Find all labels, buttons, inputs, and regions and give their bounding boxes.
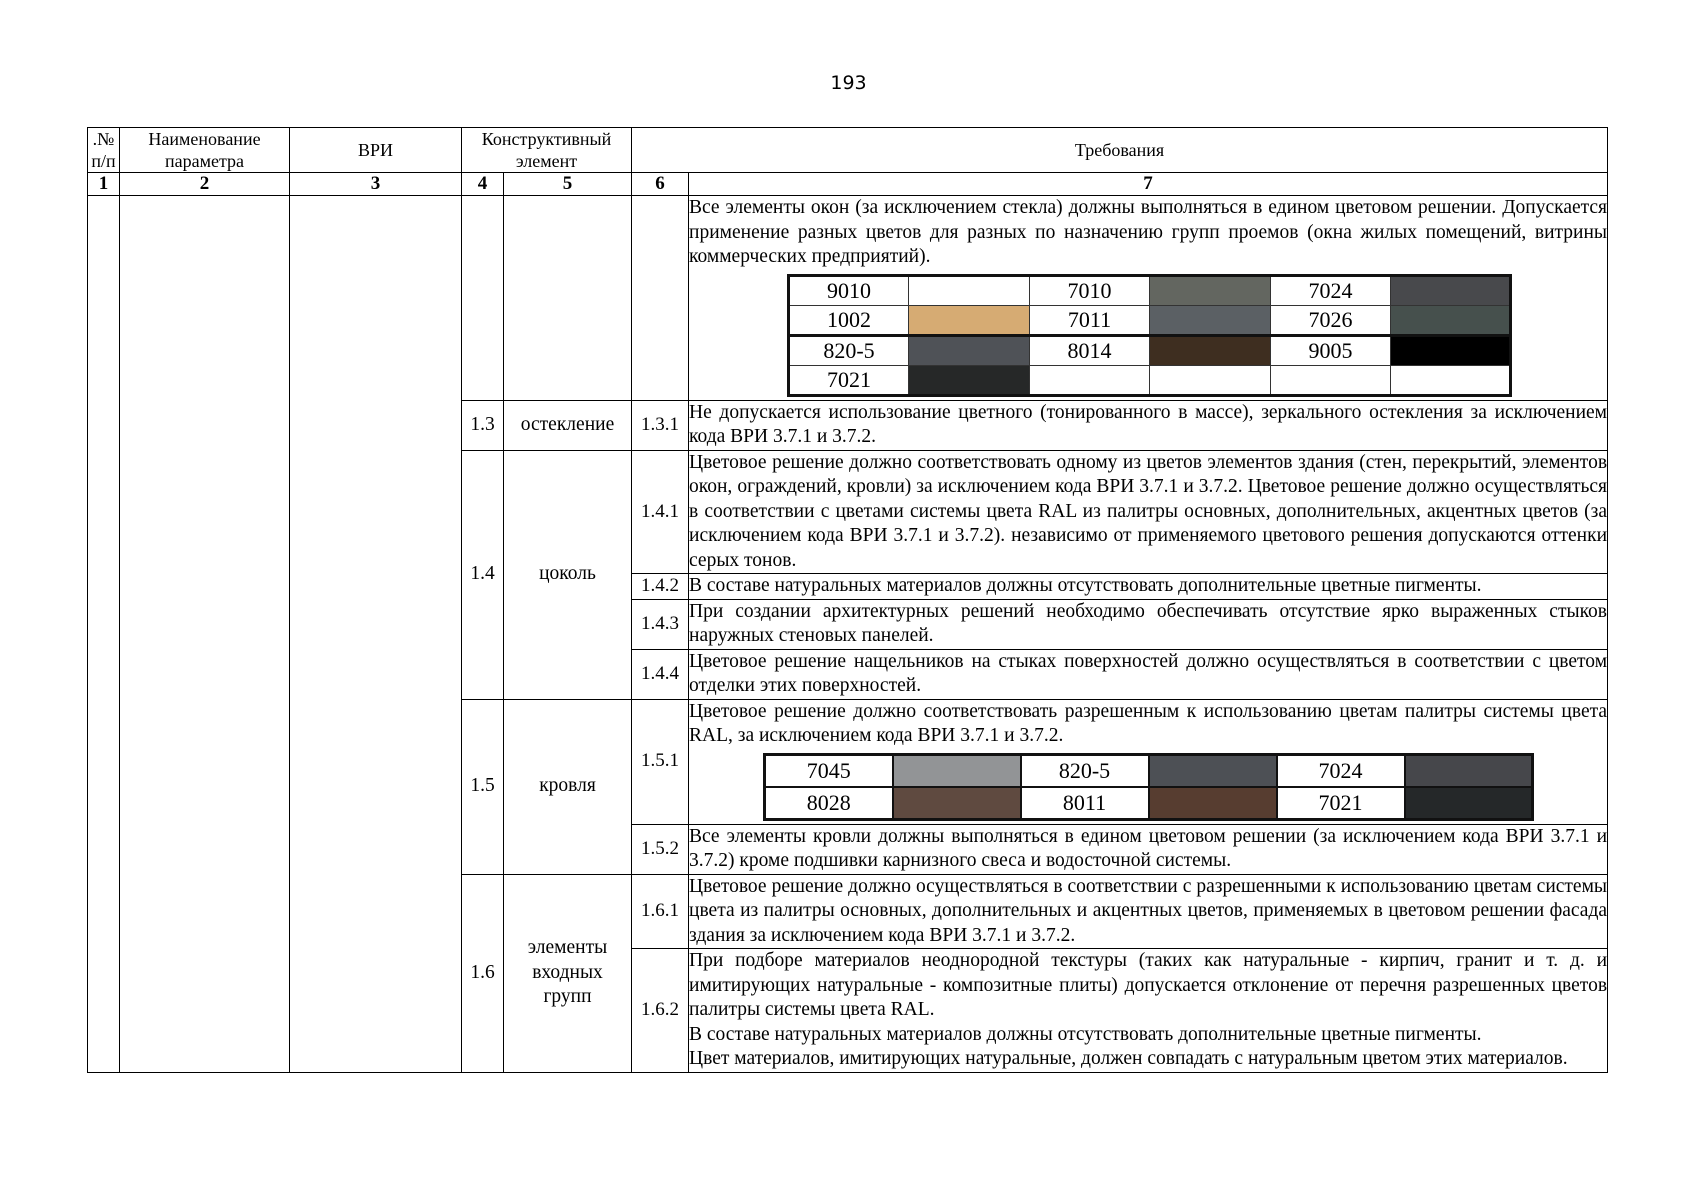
empty-cell (1150, 365, 1271, 395)
page-number: 193 (830, 72, 867, 94)
requirement-code: 1.5.1 (632, 699, 689, 824)
color-code: 820-5 (789, 335, 909, 365)
color-code: 8014 (1030, 335, 1150, 365)
windows-color-palette (787, 274, 1512, 397)
roof-color-palette (763, 753, 1534, 821)
color-swatch (1149, 754, 1277, 787)
color-code: 7010 (1030, 275, 1150, 305)
color-code: 7026 (1271, 305, 1391, 335)
element-name: элементы входных групп (504, 874, 632, 1072)
palette-row (789, 275, 1511, 305)
column-number: 6 (632, 173, 689, 196)
header-structural-element: Конструктивный элемент (462, 128, 632, 173)
header-number: .№ п/п (88, 128, 120, 173)
column-number: 7 (689, 173, 1608, 196)
entrance-requirements (689, 949, 1608, 1073)
requirement-text: При подборе материалов неоднородной текстуры (таких как натуральные - кирпич, гранит и т. д. и имитирующих натуральные - композитные плиты) допускается отклонение от перечня разрешенных цветов палитры системы цвета RAL. (689, 950, 1608, 1020)
color-swatch (1391, 275, 1511, 305)
roof-requirements (689, 699, 1608, 824)
color-swatch (909, 275, 1030, 305)
color-swatch (909, 305, 1030, 335)
requirement-code: 1.6.1 (632, 874, 689, 949)
header-requirements: Требования (632, 128, 1608, 173)
requirement-text: При создании архитектурных решений необходимо обеспечивать отсутствие ярко выраженных стыков наружных стеновых панелей. (689, 599, 1608, 649)
requirement-text: Цветовое решение должно соответствовать одному из цветов элементов здания (стен, перекрытий, элементов окон, ограждений, кровли) за исключением кода ВРИ 3.7.1 и 3.7.2. Цветовое решение должно осуществляться в соответствии с цветами системы цвета RAL из палитры основных, дополнительных, акцентных цветов (за исключением кода ВРИ 3.7.1 и 3.7.2). независимо от применяемого цветового решения допускаются оттенки серых тонов. (689, 450, 1608, 574)
windows-text: Все элементы окон (за исключением стекла) должны выполняться в едином цветовом решении. Допускается применение разных цветов для разных по назначению групп проемов (окна жилых помещений, витрины коммерческих предприятий). (689, 197, 1608, 267)
requirement-text: Все элементы кровли должны выполняться в едином цветовом решении (за исключением кода ВРИ 3.7.1 и 3.7.2) кроме подшивки карнизного свеса и водосточной системы. (689, 824, 1608, 874)
requirement-code: 1.4.4 (632, 649, 689, 699)
color-swatch (1150, 335, 1271, 365)
palette-row (789, 335, 1511, 365)
color-code: 8011 (1021, 787, 1149, 820)
color-code: 7045 (765, 754, 893, 787)
palette-row (789, 305, 1511, 335)
palette-row (765, 754, 1533, 787)
color-swatch (1149, 787, 1277, 820)
column-number: 2 (120, 173, 290, 196)
requirement-text: Цветовое решение должно осуществляться в соответствии с разрешенными к использованию цветам системы цвета из палитры основных, дополнительных и акцентных цветов, применяемых в цветовом решении фасада здания за исключением кода ВРИ 3.7.1 и 3.7.2. (689, 874, 1608, 949)
color-swatch (909, 335, 1030, 365)
requirements-table (87, 127, 1608, 1073)
empty-cell (462, 196, 504, 401)
color-swatch (1150, 275, 1271, 305)
empty-cell (504, 196, 632, 401)
color-code: 7021 (1277, 787, 1405, 820)
element-name: остекление (504, 400, 632, 450)
empty-cell (290, 196, 462, 1073)
requirement-code: 1.5.2 (632, 824, 689, 874)
empty-cell (1030, 365, 1150, 395)
requirement-text: В составе натуральных материалов должны отсутствовать дополнительные цветные пигменты. (689, 574, 1608, 600)
requirement-text: Цвет материалов, имитирующих натуральные, должен совпадать с натуральным цветом этих материалов. (689, 1048, 1568, 1069)
column-number: 4 (462, 173, 504, 196)
element-name: цоколь (504, 450, 632, 699)
empty-cell (120, 196, 290, 1073)
windows-requirements (689, 196, 1608, 401)
element-number: 1.6 (462, 874, 504, 1072)
color-swatch (1391, 335, 1511, 365)
color-swatch (893, 754, 1021, 787)
color-swatch (1405, 754, 1533, 787)
element-number: 1.5 (462, 699, 504, 874)
requirement-text: Цветовое решение должно соответствовать разрешенным к использованию цветам палитры системы цвета RAL, за исключением кода ВРИ 3.7.1 и 3.7.2. (689, 700, 1608, 746)
column-number: 1 (88, 173, 120, 196)
requirement-code: 1.4.1 (632, 450, 689, 574)
table-row (88, 196, 1608, 401)
color-code: 7011 (1030, 305, 1150, 335)
requirement-code: 1.3.1 (632, 400, 689, 450)
requirement-text: Не допускается использование цветного (тонированного в массе), зеркального остекления за исключением кода ВРИ 3.7.1 и 3.7.2. (689, 400, 1608, 450)
column-number: 3 (290, 173, 462, 196)
element-number: 1.3 (462, 400, 504, 450)
requirement-text: Цветовое решение нащельников на стыках поверхностей должно осуществляться в соответствии с цветом отделки этих поверхностей. (689, 649, 1608, 699)
palette-row (765, 787, 1533, 820)
empty-cell (632, 196, 689, 401)
header-row (88, 128, 1608, 173)
empty-cell (1271, 365, 1391, 395)
color-code: 820-5 (1021, 754, 1149, 787)
color-code: 9010 (789, 275, 909, 305)
color-swatch (1405, 787, 1533, 820)
color-code: 1002 (789, 305, 909, 335)
empty-cell (1391, 365, 1511, 395)
color-code: 7021 (789, 365, 909, 395)
header-parameter-name: Наименование параметра (120, 128, 290, 173)
header-vri: ВРИ (290, 128, 462, 173)
requirement-code: 1.6.2 (632, 949, 689, 1073)
column-number: 5 (504, 173, 632, 196)
requirement-code: 1.4.2 (632, 574, 689, 600)
color-swatch (1150, 305, 1271, 335)
empty-cell (88, 196, 120, 1073)
requirement-text: В составе натуральных материалов должны отсутствовать дополнительные цветные пигменты. (689, 1023, 1482, 1045)
color-swatch (1391, 305, 1511, 335)
palette-row (789, 365, 1511, 395)
color-code: 8028 (765, 787, 893, 820)
element-name: кровля (504, 699, 632, 874)
color-swatch (893, 787, 1021, 820)
requirement-code: 1.4.3 (632, 599, 689, 649)
color-swatch (909, 365, 1030, 395)
column-numbers-row (88, 173, 1608, 196)
color-code: 7024 (1271, 275, 1391, 305)
element-number: 1.4 (462, 450, 504, 699)
color-code: 7024 (1277, 754, 1405, 787)
color-code: 9005 (1271, 335, 1391, 365)
